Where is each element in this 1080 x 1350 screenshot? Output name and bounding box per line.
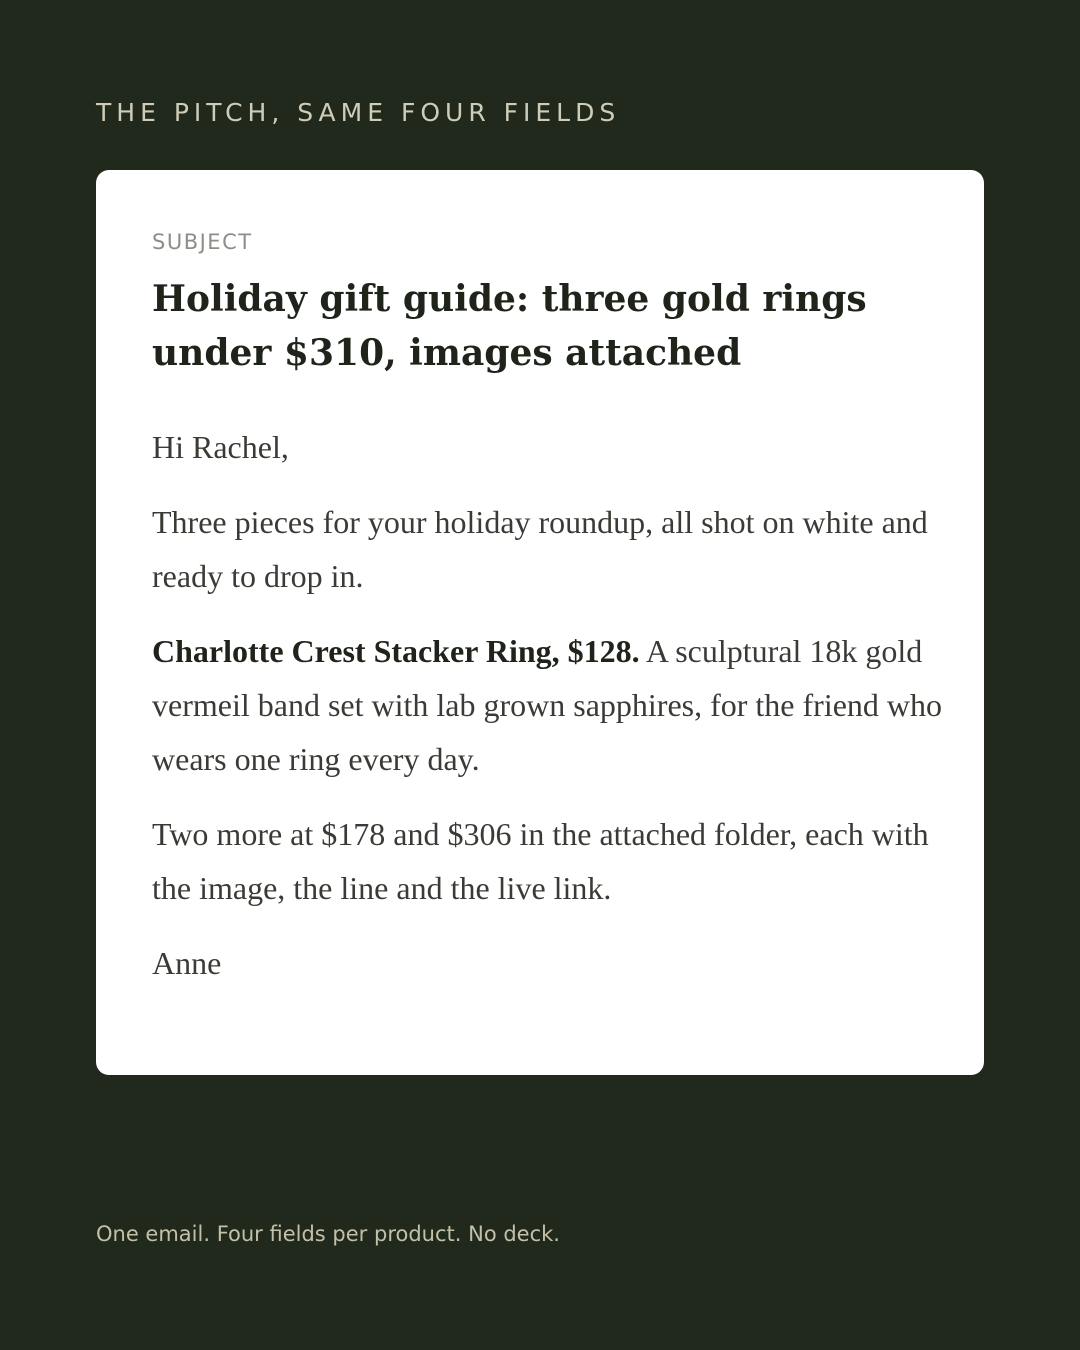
more-products: Two more at $178 and $306 in the attached folder, each with the image, the line and the live link.: [152, 816, 929, 906]
section-eyebrow: THE PITCH, SAME FOUR FIELDS: [96, 98, 621, 127]
email-signature: Anne: [152, 945, 222, 981]
email-card: [96, 170, 984, 1075]
email-greeting: Hi Rachel,: [152, 429, 289, 465]
product-description: A sculptural 18k gold vermeil band set with lab grown sapphires, for the friend who wears one ring every day.: [152, 633, 943, 777]
email-body: [152, 420, 942, 1011]
footer-note: One email. Four fields per product. No deck.: [96, 1222, 560, 1246]
email-subject: Holiday gift guide: three gold rings under $310, images attached: [152, 278, 867, 374]
email-intro: Three pieces for your holiday roundup, all shot on white and ready to drop in.: [152, 504, 928, 594]
subject-label: SUBJECT: [152, 230, 253, 254]
product-paragraph: [152, 624, 942, 786]
product-name: Charlotte Crest Stacker Ring, $128.: [152, 633, 640, 669]
